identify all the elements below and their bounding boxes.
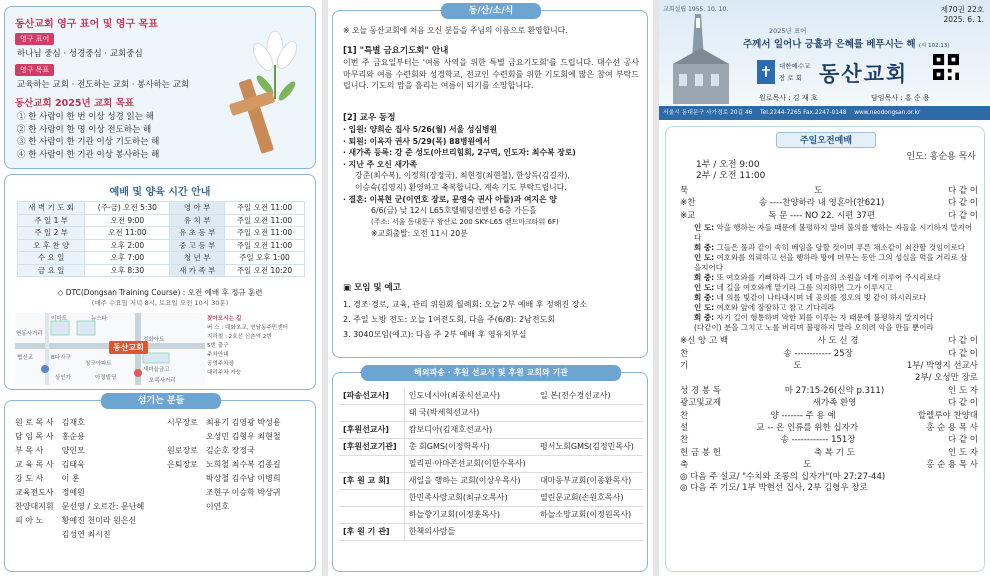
map-label: 오목사거리 <box>149 378 176 384</box>
order-row: 설 교 -- 온 인류를 위한 십자가 홍 순 용 목 사 <box>680 422 978 433</box>
left-panel <box>0 0 322 576</box>
item3-line: 3. 3040모임(예고): 다음 주 2부 예배 후 영유치부실 <box>343 330 527 339</box>
news-title: 동/산/소/식 <box>441 3 541 19</box>
item1-title: [1] "특별 금요기도회" 안내 <box>343 46 449 56</box>
website-link[interactable]: www.neodongsan.or.kr <box>854 110 921 116</box>
motto-tag: 영구 표어 <box>15 33 54 45</box>
goal-item: ③ 한 사람이 한 기관 이상 기도하는 해 <box>17 137 160 147</box>
service-times <box>696 160 765 182</box>
map-label: 청구아파트 <box>85 361 112 367</box>
next-sermon: ◎ 다음 주 설교/ "수치와 조롱의 십자가"(마 27:27-44) <box>680 472 886 483</box>
schedule-table <box>17 201 305 277</box>
map-label: 아정빌딩 <box>95 375 117 381</box>
mission-table <box>339 387 643 541</box>
order-row: 성 경 봉 독 마 27:15-26(신약 p.311) 인 도 자 <box>680 385 978 396</box>
server-row: 교육전도사 정예원 <box>15 487 85 497</box>
litany-line: 인 도: 네 길을 여호와께 맡기라 그를 의지하면 그가 이루시고 <box>694 283 893 293</box>
cover-header <box>659 0 990 105</box>
item1-body: 이번 주 금요일부터는 '여름 사역을 위한 특별 금요기도회'를 드립니다. 대수선 공사 마무리와 여름 수련회와 성경학교, 전교인 수련회를 위한 기도회에 많은 참여 부탁드립니다. 기도의 맘을 흘리는 여름이 되기를 소망합니다. <box>343 58 639 90</box>
goal-text: 교육하는 교회 · 전도하는 교회 · 봉사하는 교회 <box>17 80 190 90</box>
server-row: 담 임 목 사 홍순용 <box>15 431 85 441</box>
map-info <box>207 315 311 378</box>
mission-row: [후원선교사] 캄보디아(김재호선교사) <box>339 421 643 438</box>
church-name: 동산교회 <box>819 62 909 86</box>
map-label: B다가구 <box>51 355 71 361</box>
map-label: 뉴스타 <box>91 316 107 322</box>
server-row: 강 도 사 이 훈 <box>15 473 80 483</box>
map-info-line: 버 스 : 대화초교, 연남동주민센터 <box>207 325 289 331</box>
mission-row: 하늘향기교회(이정훈목사) 하늘소망교회(이정원목사) <box>339 506 643 523</box>
mission-title: 해외파송 · 후원 선교사 및 후원 교회와 기관 <box>361 365 621 381</box>
motto-text: 하나님 중심 · 성경중심 · 교회중심 <box>17 49 143 59</box>
item2-line: · 새가족 등록: 강 준 성도(아브리힘회, 2구역, 인도자: 최수복 장로) <box>343 148 576 158</box>
mission-row: [후 원 기 관] 한책의사람들 <box>339 523 643 540</box>
item2-line: · 결혼: 이복현 군(이연호 장로, 문영숙 권사 아들)과 여지은 양 <box>343 194 557 204</box>
litany-line: 회 중: 네 의를 빛같이 나타내시며 네 공의를 정오의 빛 같이 하시리로다 <box>694 293 927 303</box>
server-row: 교 육 목 사 김태욱 <box>15 459 85 469</box>
responsive-reading <box>680 223 978 333</box>
qr-code-icon <box>933 54 959 80</box>
church-building-illustration <box>665 14 737 104</box>
next-prayer: ◎ 다음 주 기도/ 1부 박현선 집사, 2부 김형우 장로 <box>680 483 868 494</box>
item3-list <box>343 297 587 342</box>
mission-row: 한민족사랑교회(최규오목사) 열린문교회(손원호목사) <box>339 489 643 506</box>
litany-line: 회 중: 또 여호와를 기뻐하라 그가 네 마음의 소원을 네게 이루어 주시리로다 <box>694 273 941 283</box>
map-labels <box>15 313 205 385</box>
vision-title: 동산교회 영구 표어 및 영구 목표 <box>15 19 158 30</box>
order-row: 축 도 홍 순 용 목 사 <box>680 460 978 471</box>
item2-line: 6/6(금) 낮 12시 L65호텔웨딩컨벤션 6층 가든홀 <box>371 206 537 216</box>
order-row: 광고및교제 새가족 환영 다 같 이 <box>680 398 978 409</box>
order-row: ※찬 송 ----찬양하라 내 영혼아(찬621) 다 같 이 <box>680 198 978 209</box>
servers-left-table <box>11 415 148 541</box>
servers-box <box>4 396 316 572</box>
item2-line: · 입원: 양희순 집사 5/26(월) 서울 성심병원 <box>343 125 498 134</box>
server-row: 찬양대지휘 문선영 / 오르간: 문난혜 <box>15 501 145 511</box>
item2-line: · 퇴원: 이옥자 권사 5/29(목) 88병원에서 <box>343 136 491 146</box>
next-week <box>680 472 978 494</box>
annual-theme <box>743 36 950 50</box>
order-row: 찬 송 ------------ 25장 다 같 이 <box>680 348 978 359</box>
order-row: ※교 독 문 ---- NO 22. 시편 37편 다 같 이 <box>680 210 978 221</box>
map-info-line: 5번 출구 <box>207 343 229 349</box>
map-info-line: 대리주차 가능 <box>207 370 242 376</box>
cover-panel <box>659 0 990 576</box>
map-label: 협신교 <box>17 355 33 361</box>
litany-line: 회 중: 그들은 풀과 같이 속히 베임을 당할 것이며 푸른 채소같이 쇠잔할 것임이로다 <box>694 243 965 253</box>
annual-theme-ref: (시 102:13) <box>918 43 950 49</box>
schedule-row: 오 후 찬 양 오후 2:00 중 고 등 부 주일 오전 11:00 <box>18 239 305 252</box>
order-row: 묵 도 다 같 이 <box>680 186 978 196</box>
middle-panel <box>328 0 653 576</box>
theme-year: 2025년 표어 <box>769 27 807 35</box>
service-time: 2부 / 오전 11:00 <box>696 171 766 181</box>
server-row: 피 아 노 황예진 천미라 원은신 <box>15 515 137 525</box>
contact-bar <box>659 106 990 120</box>
service-leader: 인도: 홍순용 목사 <box>906 152 976 162</box>
news-box <box>332 6 648 358</box>
server-row: 이연호 <box>205 501 230 511</box>
server-row: 박상철 김수남 이병희 <box>205 473 281 483</box>
address: 서울시 동대문구 사가정로 20길 46 <box>663 110 753 116</box>
lead-pastor: 담임목사 : 홍 순 용 <box>871 94 930 102</box>
server-row: 원 로 목 사 김재호 <box>15 417 85 427</box>
service-time: 1부 / 오전 9:00 <box>696 160 760 170</box>
map-info-line: 공영주차장 <box>207 361 235 367</box>
mission-row: [후원선교기관] 총 회GMS(이정학목사) 평서노회GMS(김정민목사) <box>339 438 643 455</box>
item2-line: 이승숙(김영지) 환영하고 축복합니다. 계속 기도 부탁드립니다. <box>355 182 567 192</box>
schedule-row: 주 일 2 부 오전 11:00 유 초 등 부 주일 오전 11:00 <box>18 227 305 240</box>
order-row: 헌 금 봉 헌 축 복 기 도 인 도 자 <box>680 447 978 458</box>
servers-title: 섬기는 분들 <box>101 393 221 409</box>
map-info-line: 지하철 : 2호선 신촌역 2번 <box>207 334 272 340</box>
server-row: 부 목 사 양인모 <box>15 445 85 455</box>
servers-right-table <box>163 415 285 513</box>
litany-line: 인 도: 여호와 앞에 잠잠하고 참고 기다리라 <box>694 303 835 313</box>
item2-line: · 지난 주 오신 새가족 <box>343 159 418 169</box>
item2-list <box>343 124 576 240</box>
map-info-title: 찾아오시는 길 <box>207 316 242 322</box>
mission-row: [파송선교사] 인도네시아(최종식선교사) 일 본(전수경선교사) <box>339 387 643 404</box>
phone-fax: Tel.2244-7265 Fax.2247-0148 <box>760 110 847 116</box>
item2-title: [2] 교우 동정 <box>343 113 396 123</box>
schedule-box <box>4 174 316 390</box>
mission-box <box>332 368 648 572</box>
goal2025-title: 동산교회 2025년 교회 목표 <box>15 98 134 109</box>
server-row: 김성연 최시진 <box>61 529 111 539</box>
order-of-service-box <box>665 126 985 572</box>
item2-line: 강준(최수복), 이정희(장정국), 최현정(최현철), 한상득(김길자), <box>355 171 570 181</box>
server-row: 조현구 이승학 박상귀 <box>205 487 281 497</box>
mission-row: 필리핀·아마존선교회(이한수목사) <box>339 455 643 472</box>
goal-item: ① 한 사람이 한 번 이상 성경 읽는 해 <box>17 112 154 122</box>
order-row: 2부/ 오성만 장로 <box>915 373 978 384</box>
cross-lily-illustration <box>205 19 313 159</box>
denomination-line1: 대한예수교 <box>779 62 811 70</box>
mission-row: 태 국(박세혁선교사) <box>339 404 643 421</box>
schedule-title: 예배 및 양육 시간 안내 <box>109 187 211 198</box>
map-church-label: 동산교회 <box>109 341 148 354</box>
litany-line: 인 도: 여호와를 의뢰하고 선을 행하라 땅에 머무는 동안 그의 성실을 먹을 거리로 삼을지어다 <box>694 253 968 273</box>
denomination-logo: ✝ <box>757 60 775 84</box>
map-label: 정화아트 <box>143 337 165 343</box>
annual-theme-text: 주께서 일어나 긍휼과 은혜를 베푸시는 해 <box>743 39 916 50</box>
welcome-text: ※ 오늘 동산교회에 처음 오신 분들을 주님의 이름으로 환영합니다. <box>343 26 568 35</box>
senior-pastor: 원로목사 : 김 재 호 <box>759 94 818 102</box>
litany-line: (다같이) 분을 그치고 노를 버리며 불평하지 말라 오히려 악을 만들 뿐이라 <box>694 323 934 333</box>
order-list <box>680 185 978 494</box>
server-row: 시무장로 최용기 김영광 박성용 <box>167 417 281 427</box>
service-title: 주일오전예배 <box>776 132 876 148</box>
goal-item: ② 한 사람이 한 명 이상 전도하는 해 <box>17 124 152 135</box>
order-row: ※신 앙 고 백 사 도 신 경 다 같 이 <box>680 336 978 347</box>
order-row: 기 도 1부/ 박영지 선교사 <box>680 360 978 371</box>
server-row: 원로장로 김순호 장정국 <box>167 445 255 455</box>
server-row: 오성민 김형우 최현철 <box>205 431 281 441</box>
order-row: 찬 양 ------- 주 용 예 할렐루야 찬양대 <box>680 410 978 421</box>
litany-line: 회 중: 자기 길이 형통하며 악한 꾀를 이루는 자 때문에 불평하지 말지어다 <box>694 313 934 323</box>
litany-line: 인 도: 악을 행하는 자들 때문에 불평하지 말며 불의를 행하는 자들을 시기하지 말지어다 <box>694 223 973 243</box>
denomination-line2: 장 로 회 <box>779 74 802 82</box>
map-label: 상인가 <box>55 375 71 381</box>
map-label: 이마트 <box>51 316 67 322</box>
map-label: 연동사거리 <box>16 331 43 337</box>
goal2025-list <box>17 111 159 161</box>
schedule-row: 금 요 일 오후 8:30 새 가 족 부 주일 오전 10:20 <box>18 264 305 277</box>
schedule-row: 수 요 일 오후 7:00 청 년 부 주일 오후 1:00 <box>18 252 305 265</box>
item3-line: 2. 주일 노방 전도: 오늘 1여전도회, 다음 주(6/8): 2남전도회 <box>343 315 556 324</box>
schedule-row: 주 일 1 부 오전 9:00 유 치 부 주일 오전 11:00 <box>18 214 305 227</box>
dtc-note: ◇ DTC(Dongsan Training Course) : 오전 예배 후 정규 훈련 <box>57 288 263 297</box>
mission-row: [후 원 교 회] 새일을 행하는 교회(이상우목사) 대마동부교회(이종환목사) <box>339 472 643 489</box>
schedule-row: 새 벽 기 도 회 (주-금) 오전 5:30 영 아 부 주일 오전 11:00 <box>18 202 305 215</box>
item3-title: ▣ 모임 및 예고 <box>343 283 401 293</box>
order-row: 찬 송 ------------ 151장 다 같 이 <box>680 435 978 446</box>
dtc-sub: (매주 수요일 저녁 8시, 토요일 오전 10시 30분) <box>91 299 229 307</box>
item3-line: 1. 경조·경로, 교육, 관리 위원회 월례회: 오늘 2부 예배 후 정해진 장소 <box>343 300 588 309</box>
item2-line: ※교회출발: 오전 11시 20분 <box>371 229 468 239</box>
item2-line: (주소: 서울 동대문구 왕산로 200 SKY-L65 랜드마크타워 6F) <box>371 217 559 226</box>
goal-tag: 영구 목표 <box>15 64 54 76</box>
map-info-line: 주차안내 <box>207 352 229 358</box>
goal-item: ④ 한 사람이 한 기관 이상 봉사하는 해 <box>17 149 160 160</box>
issue-date: 2025. 6. 1. <box>943 15 984 24</box>
issue-number: 제70권 22호 <box>940 5 984 14</box>
vision-box <box>4 6 316 169</box>
established-date: 교회설립 1955. 10. 10. <box>663 6 729 13</box>
server-row: 은퇴장로 노희철 최수복 김종길 <box>167 459 281 469</box>
map-label: 새마을금고 <box>143 367 170 373</box>
